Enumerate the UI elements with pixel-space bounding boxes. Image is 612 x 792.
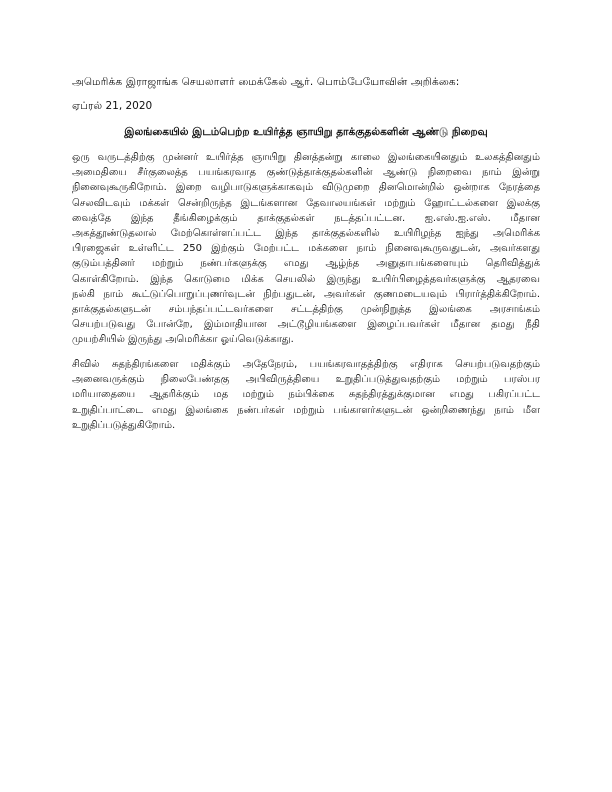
paragraph-line: உறுதிப்படுத்துகிறோம். bbox=[72, 419, 176, 431]
paragraph-line: பிரஜைகள் உள்ளிட்ட 250 இற்கும் மேற்பட்ட மக்களை நாம் நினைவுகூருவதுடன், அவர்களது bbox=[72, 243, 540, 255]
paragraph-line: உறுதிப்பாட்டை எமது இலங்கை நண்பர்கள் மற்றும் பங்காளர்களுடன் ஒன்றிணைந்து நாம் மீள bbox=[72, 404, 540, 416]
paragraph-2 bbox=[72, 357, 540, 433]
paragraph-line: அனைவருக்கும் நிலைபேண்தகு அபிவிருத்தியை உறுதிப்படுத்துவதற்கும் மற்றும் பரஸ்பர bbox=[72, 374, 540, 386]
paragraph-line: கொள்கிறோம். இந்த கொடுமை மிக்க செயலில் இருந்து உயிர்பிழைத்தவர்களுக்கு ஆதரவை bbox=[72, 273, 540, 285]
paragraph-line: சிவில் சுதந்திரங்களை மதிக்கும் அதேநேரம், பயங்கரவாதத்திற்கு எதிராக செயற்படுவதற்கும் bbox=[72, 359, 540, 370]
paragraph-line: மரியாதையை ஆதரிக்கும் மத மற்றும் நம்பிக்கை சுதந்திரத்துக்குமான எமது பகிரப்பட்ட bbox=[72, 389, 540, 401]
paragraph-line: ஒரு வருடத்திற்கு முன்னர் உயிர்த்த ஞாயிறு தினத்தன்று காலை இலங்கையினதும் உலகத்தினதும் bbox=[72, 152, 540, 163]
paragraph-1 bbox=[72, 150, 540, 347]
paragraph-line: வைத்தே இந்த தீங்கிழைக்கும் தாக்குதல்கள் நடத்தப்பட்டன. ஐ.எஸ்.ஐ.எஸ். மீதான bbox=[72, 212, 540, 224]
paragraph-line: செலவிடவும் மக்கள் சென்றிருந்த இடங்களான தேவாலயங்கள் மற்றும் ஹோட்டல்களை இலக்கு bbox=[72, 197, 540, 209]
paragraph-line: நல்கி நாம் கூட்டுப்பொறுப்புணர்வுடன் நிற்பதுடன், அவர்கள் குணமடையவும் பிரார்த்திக்கிறோம். bbox=[72, 288, 540, 300]
statement-title: இலங்கையில் இடம்பெற்ற உயிர்த்த ஞாயிறு தாக்குதல்களின் ஆண்டு நிறைவு bbox=[124, 126, 488, 138]
paragraph-line: தாக்குதல்களுடன் சம்பந்தப்பட்டவர்களை சட்டத்திற்கு முன்நிறுத்த இலங்கை அரசாங்கம் bbox=[72, 303, 540, 315]
statement-date: ஏப்ரல் 21, 2020 bbox=[72, 100, 153, 112]
paragraph-line: அகத்தூண்டுதலால் மேற்கொள்ளப்பட்ட இந்த தாக்குதல்களில் உயிரிழந்த ஐந்து அமெரிக்க bbox=[72, 227, 540, 239]
paragraph-line: நினைவுகூருகிறோம். இறை வழிபாடுகளுக்காகவும் விடுமுறை தினமொன்றில் ஒன்றாக நேரத்தை bbox=[72, 182, 540, 194]
statement-heading: அமெரிக்க இராஜாங்க செயலாளர் மைக்கேல் ஆர். பொம்பேயோவின் அறிக்கை: bbox=[72, 76, 460, 88]
paragraph-line: குடும்பத்தினர் மற்றும் நண்பர்களுக்கு எமது ஆழ்ந்த அனுதாபங்களையும் தெரிவித்துக் bbox=[72, 258, 540, 270]
paragraph-line: அமைதியை சீர்குலைத்த பயங்கரவாத குண்டுத்தாக்குதல்களின் ஆண்டு நிறைவை நாம் இன்று bbox=[72, 167, 540, 179]
paragraph-line: செயற்படுவது போன்றே, இம்மாதியான அட்டூழியங்களை இழைப்பவர்கள் மீதான தமது நீதி bbox=[72, 319, 540, 331]
paragraph-line: முயற்சியில் இருந்து அமெரிக்கா ஓய்வெடுக்காது. bbox=[72, 334, 294, 346]
